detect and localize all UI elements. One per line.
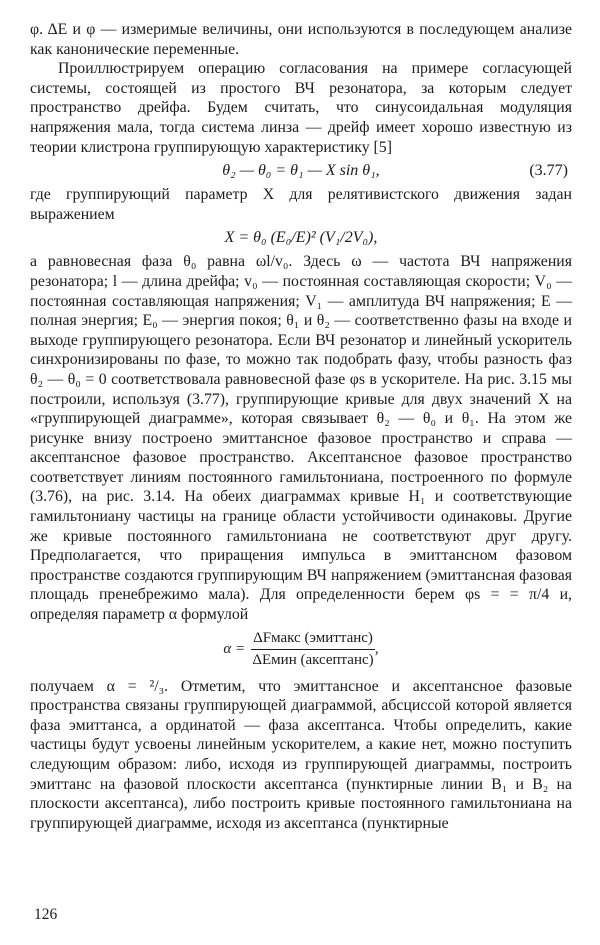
equation-alpha-comma: , — [374, 640, 379, 657]
paragraph-continuation: φ. ΔE и φ — измеримые величины, они используются в последующем анализе как канонические переменные. — [30, 21, 572, 58]
equation-3-77 — [30, 160, 572, 182]
equation-3-77-body: θ₂ — θ₀ = θ₁ — X sin θ₁, — [222, 162, 380, 180]
equation-x-body: X = θ₀ (E₀/E)² (V₁/2V₀), — [224, 229, 378, 247]
equation-alpha-fraction — [251, 629, 375, 670]
equation-alpha-numerator: ΔFмакс (эмиттанс) — [251, 629, 375, 650]
page-body — [30, 20, 572, 833]
paragraph-main: а равновесная фаза θ₀ равна ωl/v₀. Здесь ω — частота ВЧ напряжения резонатора; l — длина дрейфа; v₀ — постоянная составляющая скорости; V₀ — постоянная составляющая напряжения; V₁ — амплитуда ВЧ напряжения; E — полная энергия; E₀ — энергия покоя; θ₁ и θ₂ — соответственно фазы на входе и выходе группирующего резонатора. Если ВЧ резонатор и линейный ускоритель синхронизированы по фазе, то можно так подобрать фазу, чтобы разность фаз θ₂ — θ₀ = 0 соответствовала равновесной фазе φs в ускорителе. На рис. 3.15 мы построили, используя (3.77), группирующие кривые для двух значений X на «группирующей диаграмме», которая связывает θ₂ — θ₀ и θ₁. На этом же рисунке внизу построено эмиттансное фазовое пространство и справа — аксептансное фазовое пространство. Аксептансное фазовое пространство соответствует линиям постоянного гамильтониана, построенного по формуле (3.76), на рис. 3.14. На обеих диаграммах кривые H₁ и соответствующие гамильтониану частицы на границе области устойчивости одинаковы. Другие же кривые постоянного гамильтониана не соответствуют друг другу. Предполагается, что приращения импульса в эмиттансном фазовом пространстве создаются группирующим ВЧ напряжением (эмиттансная фазовая площадь пренебрежимо мала). Для определенности берем φs = = π/4 и, определяя параметр α формулой — [30, 253, 572, 624]
equation-alpha-denominator: ΔEмин (аксептанс) — [252, 652, 374, 669]
paragraph-parameter: где группирующий параметр X для релятивистского движения задан выражением — [30, 186, 572, 223]
equation-3-77-number: (3.77) — [529, 162, 568, 180]
paragraph-end: получаем α = ²/₃. Отметим, что эмиттансное и аксептансное фазовые пространства связаны группирующей диаграммой, абсциссой которой является фаза эмиттанса, а ординатой — фаза аксептанса. Чтобы определить, какие частицы будут усвоены линейным ускорителем, а какие нет, можно поступить следующим образом: либо, исходя из группирующей диаграммы, построить эмиттанс на фазовой плоскости аксептанса (пунктирные линии B₁ и B₂ на плоскости аксептанса), либо построить кривые постоянного гамильтониана на группирующей диаграмме, исходя из аксептанса (пунктирные — [30, 677, 572, 832]
page-number: 126 — [34, 906, 58, 923]
paragraph-intro: Проиллюстрируем операцию согласования на примере согласующей системы, состоящей из простого ВЧ резонатора, за которым следует пространство дрейфа. Будем считать, что синусоидальная модуляция напряжения мала, тогда система линза — дрейф имеет хорошо известную из теории клистрона группирующую характеристику [5] — [30, 60, 572, 156]
equation-alpha-lhs: α = — [223, 640, 246, 657]
equation-x — [30, 227, 572, 249]
equation-alpha — [30, 627, 572, 673]
